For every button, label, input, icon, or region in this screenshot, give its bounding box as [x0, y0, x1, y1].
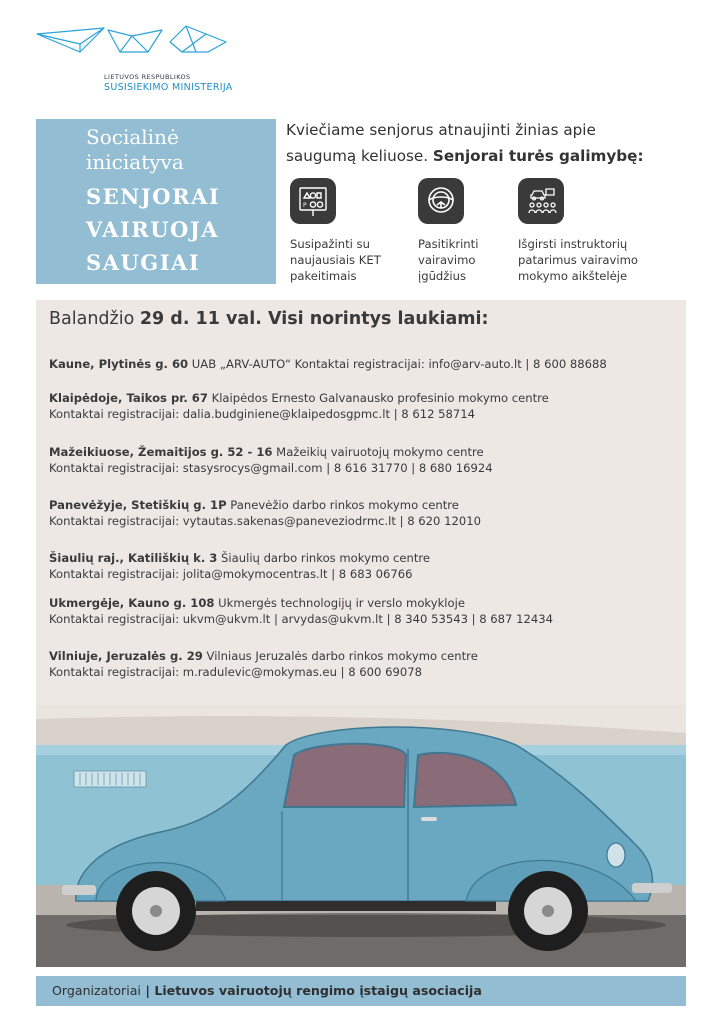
footer-organizer-name: Lietuvos vairuotojų rengimo įstaigų asociacija — [154, 983, 482, 998]
location-contact: Kontaktai registracijai: dalia.budginiene@klaipedosgpmc.lt | 8 612 58714 — [49, 407, 476, 421]
location-entry-mazeikiai — [49, 444, 493, 476]
location-contact: Kontaktai registracijai: jolita@mokymocentras.lt | 8 683 06766 — [49, 567, 413, 581]
location-line — [49, 648, 478, 664]
location-line — [49, 497, 481, 513]
location-contact: Kontaktai registracijai: ukvm@ukvm.lt | arvydas@ukvm.lt | 8 340 53543 | 8 687 12434 — [49, 612, 553, 626]
road-signs-icon — [290, 178, 336, 224]
location-place: Mažeikiuose, Žemaitijos g. 52 - 16 — [49, 445, 273, 459]
location-line — [49, 390, 549, 406]
paper-planes-logo-icon — [36, 22, 236, 62]
ministry-name-line2: SUSISIEKIMO MINISTERIJA — [104, 82, 233, 93]
footer-label: Organizatoriai — [52, 983, 141, 998]
feature-3-line-3: mokymo aikštelėje — [518, 269, 628, 283]
steering-wheel-icon — [418, 178, 464, 224]
feature-text-1 — [290, 236, 435, 284]
vintage-car-photo — [36, 705, 686, 967]
footer-separator: | — [140, 983, 155, 998]
title-line-1: Socialinė — [86, 125, 179, 149]
locations-panel — [36, 300, 686, 705]
feature-1-line-3: pakeitimais — [290, 269, 357, 283]
instructor-group-icon — [518, 178, 564, 224]
location-org: Panevėžio darbo rinkos mokymo centre — [226, 498, 459, 512]
feature-2-line-1: Pasitikrinti — [418, 237, 479, 251]
svg-text:P: P — [303, 202, 307, 209]
intro-line-2 — [286, 143, 686, 169]
organizers-footer — [36, 976, 686, 1006]
location-contact: Kontaktai registracijai: m.radulevic@mokymas.eu | 8 600 69078 — [49, 665, 422, 679]
location-org: Vilniaus Jeruzalės darbo rinkos mokymo centre — [202, 649, 478, 663]
location-entry-ukmerge — [49, 595, 553, 627]
location-place: Klaipėdoje, Taikos pr. 67 — [49, 391, 208, 405]
location-entry-siauliai — [49, 550, 430, 582]
intro-text — [286, 117, 686, 169]
event-headline-normal: Balandžio — [49, 309, 140, 329]
intro-line-1: Kviečiame senjorus atnaujinti žinias apie — [286, 121, 596, 139]
location-place: Kaune, Plytinės g. 60 — [49, 357, 189, 371]
title-line-5: SAUGIAI — [86, 250, 201, 275]
location-contact: Kontaktai registracijai: vytautas.sakenas@paneveziodrmc.lt | 8 620 12010 — [49, 514, 481, 528]
location-org: Mažeikių vairuotojų mokymo centre — [272, 445, 484, 459]
feature-3-line-2: patarimus vairavimo — [518, 253, 638, 267]
feature-1-line-2: naujausiais KET — [290, 253, 381, 267]
ministry-name-line1: LIETUVOS RESPUBLIKOS — [104, 73, 191, 81]
location-place: Vilniuje, Jeruzalės g. 29 — [49, 649, 203, 663]
feature-2-line-3: įgūdžius — [418, 269, 466, 283]
intro-line-2-bold: Senjorai turės galimybę: — [432, 147, 644, 165]
location-org: UAB „ARV-AUTO“ Kontaktai registracijai: info@arv-auto.lt | 8 600 88688 — [188, 357, 607, 371]
feature-traffic-rules — [290, 178, 435, 284]
feature-text-3 — [518, 236, 663, 284]
feature-1-line-1: Susipažinti su — [290, 237, 370, 251]
location-entry-panevezys — [49, 497, 481, 529]
vintage-car-illustration — [36, 705, 686, 967]
location-entry-klaipeda — [49, 390, 549, 422]
location-entry-vilnius — [49, 648, 478, 680]
location-line — [49, 595, 553, 611]
intro-line-2-normal: saugumą keliuose. — [286, 147, 433, 165]
title-line-4: VAIRUOJA — [86, 217, 220, 242]
location-line — [49, 550, 430, 566]
location-entry-kaunas — [49, 356, 607, 372]
location-contact: Kontaktai registracijai: stasysrocys@gmail.com | 8 616 31770 | 8 680 16924 — [49, 461, 493, 475]
feature-instructor-advice — [518, 178, 663, 284]
campaign-title-box — [36, 119, 276, 284]
title-line-2: iniciatyva — [86, 150, 184, 174]
location-place: Šiaulių raj., Katiliškių k. 3 — [49, 551, 218, 565]
location-place: Panevėžyje, Stetiškių g. 1P — [49, 498, 227, 512]
location-org: Klaipėdos Ernesto Galvanausko profesinio mokymo centre — [207, 391, 549, 405]
location-line — [49, 356, 607, 372]
location-line — [49, 444, 493, 460]
feature-3-line-1: Išgirsti instruktorių — [518, 237, 628, 251]
feature-2-line-2: vairavimo — [418, 253, 476, 267]
event-headline-bold: 29 d. 11 val. Visi norintys laukiami: — [139, 309, 489, 329]
location-place: Ukmergėje, Kauno g. 108 — [49, 596, 215, 610]
location-org: Šiaulių darbo rinkos mokymo centre — [217, 551, 431, 565]
location-org: Ukmergės technologijų ir verslo mokykloje — [214, 596, 465, 610]
title-line-3: SENJORAI — [86, 184, 221, 209]
event-headline — [49, 309, 489, 329]
